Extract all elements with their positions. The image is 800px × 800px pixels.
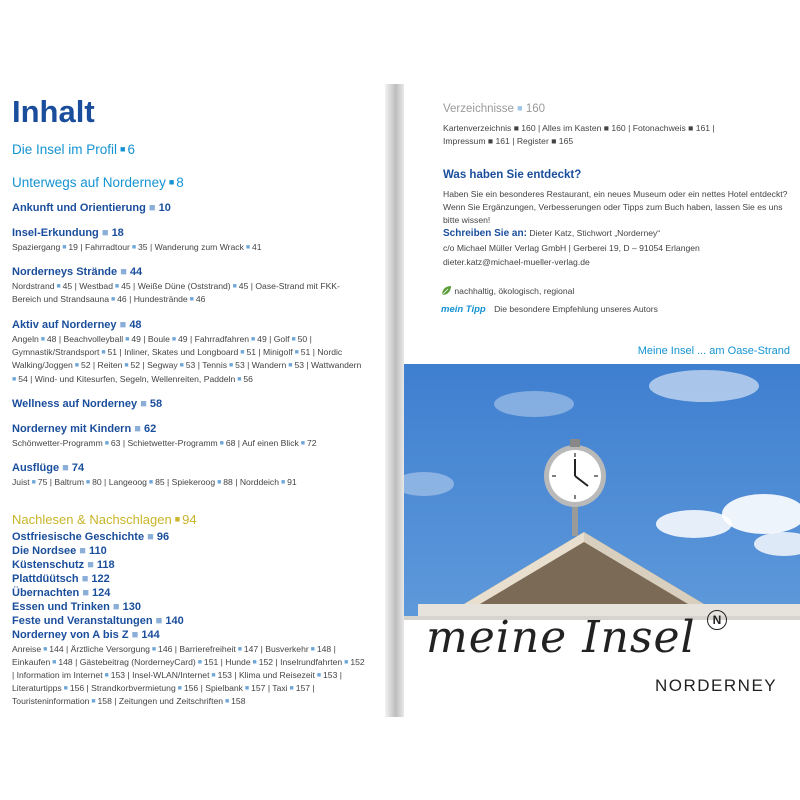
separator: | (310, 683, 315, 693)
subentry-page: 48 (46, 334, 57, 344)
bullet-square: ■ (250, 659, 259, 666)
subentry-label: Wandern (251, 360, 287, 370)
subentry-label: Wind- und Kitesurfen, Segeln, Wellenreiten, Paddeln (34, 374, 236, 384)
separator: | (63, 644, 71, 654)
subentry-page: 52 (130, 360, 141, 370)
subentry-page: 53 (294, 360, 304, 370)
subentry-label: Minigolf (263, 347, 293, 357)
chapter-label: Aktiv auf Norderney (12, 319, 117, 331)
contact-name: Dieter Katz, Stichwort „Norderney“ (529, 228, 661, 238)
bullet-square: ■ (50, 659, 59, 666)
subentry-page: 153 (323, 670, 338, 680)
separator: | (125, 670, 133, 680)
subentry-label: Fahrradfahren (194, 334, 250, 344)
bullet-square: ■ (122, 362, 131, 369)
subentry-page: 45 (238, 281, 249, 291)
separator: | (27, 374, 35, 384)
separator: | (140, 360, 148, 370)
left-page (0, 84, 385, 717)
bullet-square: ■ (195, 659, 204, 666)
bullet-square: ■ (38, 336, 47, 343)
chapter-label: Ausflüge (12, 462, 60, 474)
bullet-square: ■ (243, 244, 253, 251)
subentry-label: Gästebeitrag (NorderneyCard) (79, 657, 196, 667)
subentry-page: 157 (251, 683, 266, 693)
bullet-square: ■ (99, 349, 108, 356)
bullet-square: ■ (286, 362, 295, 369)
chapter-label: Ankunft und Orientierung (12, 202, 146, 214)
legend-tipp-label: Die besondere Empfehlung unseres Autors (494, 304, 658, 314)
subentry-label: Einkaufen (12, 657, 51, 667)
subentry-page: 165 (558, 136, 574, 146)
subentry-label: Spaziergang (12, 242, 61, 252)
subentry-page: 50 (297, 334, 308, 344)
subentry-label: Baltrum (54, 477, 84, 487)
feedback-contact (443, 227, 793, 240)
subentry-label: Register (516, 136, 549, 146)
chapter-page: 44 (129, 266, 143, 278)
bullet-square: ■ (223, 698, 232, 705)
chapter-label: Plattdüütsch (12, 573, 79, 585)
chapter-label: Übernachten (12, 587, 80, 599)
toc-subentries-az (12, 643, 367, 708)
bullet-square: ■ (215, 479, 224, 486)
bullet-square: ■ (279, 479, 288, 486)
bullet-square: ■ (61, 685, 70, 692)
subentry-page: 156 (183, 683, 199, 693)
subentry-page: 49 (131, 334, 141, 344)
legend-tipp (441, 303, 658, 316)
bullet-square: ■ (12, 376, 19, 383)
chapter-page: 10 (158, 202, 171, 214)
chapter-label: Die Nordsee (12, 545, 77, 557)
subentry-page: 85 (155, 477, 165, 487)
feedback-text: Haben Sie ein besonderes Restaurant, ein neues Museum oder ein nettes Hotel entdeckt? Wenn Sie Ergänzungen, Verbesserungen oder Tipps zum Buch haben, lassen Sie es uns bitte wissen! (443, 189, 788, 225)
separator: | (164, 477, 172, 487)
toc-chapter-ausfluege: Ausflüge ■ 74 (12, 462, 85, 474)
photo-illustration (404, 364, 800, 717)
subentry-page: 49 (178, 334, 188, 344)
section-label: Die Insel im Profil (12, 142, 118, 157)
subentry-page: 151 (203, 657, 219, 667)
subentry-label: Ärztliche Versorgung (70, 644, 150, 654)
bullet-square: ■ (314, 672, 324, 679)
separator: | (117, 347, 125, 357)
legend-sustainable (441, 285, 574, 298)
bullet-square: ■ (129, 244, 138, 251)
photo-caption: Meine Insel ... am Oase-Strand (637, 345, 790, 357)
separator: | (310, 347, 318, 357)
separator: | (248, 281, 256, 291)
separator: | (77, 242, 85, 252)
chapter-label: Insel-Erkundung (12, 227, 99, 239)
oase-strand-photo (404, 364, 800, 717)
toc-chapter-wellness: Wellness auf Norderney ■ 58 (12, 398, 163, 410)
chapter-page: 96 (156, 531, 170, 543)
bullet-square: ■ (54, 283, 63, 290)
subentry-page: 46 (117, 294, 127, 304)
bullet-square: ■ (102, 672, 111, 679)
subentry-label: Schönwetter-Programm (12, 438, 103, 448)
subentry-page: 157 (295, 683, 311, 693)
subentry-page: 88 (223, 477, 233, 487)
bullet-square: ■ (342, 659, 351, 666)
subentry-label: Barrierefreiheit (179, 644, 236, 654)
bullet-square: ■ (292, 349, 301, 356)
mein-tipp-logo: mein Tipp (441, 304, 486, 315)
chapter-label: Norderneys Strände (12, 266, 118, 278)
bullet-square: ■ (169, 336, 178, 343)
toc-chapter-aktiv: Aktiv auf Norderney ■ 48 (12, 319, 142, 331)
subentry-page: 158 (97, 696, 112, 706)
section-page: 160 (525, 103, 545, 115)
separator: | (304, 360, 312, 370)
separator: | (337, 670, 342, 680)
bullet-square: ■ (287, 685, 296, 692)
bullet-square: ■ (112, 283, 122, 290)
separator: | (172, 644, 180, 654)
chapter-page: 18 (111, 227, 124, 239)
separator: | (120, 438, 128, 448)
separator: | (56, 334, 64, 344)
separator: | (101, 477, 109, 487)
separator: | (235, 438, 242, 448)
toc-subentries-straende (12, 280, 367, 306)
subentry-page: 152 (258, 657, 274, 667)
chapter-page: 124 (92, 587, 111, 599)
subentry-label: Insel-WLAN/Internet (132, 670, 210, 680)
subentry-label: Fotonachweis (632, 123, 686, 133)
bullet-square: ■ (146, 479, 156, 486)
chapter-label: Norderney mit Kindern (12, 423, 132, 435)
toc-chapter-ankunft: Ankunft und Orientierung ■ 10 (12, 202, 171, 214)
chapter-label: Ostfriesische Geschichte (12, 531, 145, 543)
separator: | (72, 657, 80, 667)
separator: | (187, 334, 195, 344)
bullet-square: ■ (227, 362, 236, 369)
subentry-page: 161 (495, 136, 510, 146)
bullet-square: ■ (83, 479, 93, 486)
sign-trademark: N (707, 610, 727, 630)
subentry-label: Klima und Reisezeit (238, 670, 315, 680)
contact-label: Schreiben Sie an: (443, 228, 527, 239)
subentry-label: Reiten (97, 360, 123, 370)
bullet-square: ■ (685, 123, 696, 133)
toc-chapter-az: Norderney von A bis Z ■ 144 (12, 629, 160, 641)
subentry-page: 51 (246, 347, 256, 357)
subentry-page: 51 (107, 347, 118, 357)
subentry-label: Taxi (272, 683, 288, 693)
subentry-label: Touristeninformation (12, 696, 90, 706)
contact-email[interactable]: dieter.katz@michael-mueller-verlag.de (443, 257, 590, 267)
subentry-page: 148 (316, 644, 332, 654)
bullet-square: ■ (485, 136, 496, 146)
book-gutter (385, 84, 404, 717)
subentry-label: Hundestrände (133, 294, 188, 304)
subentry-page: 148 (58, 657, 73, 667)
section-label: Verzeichnisse (443, 103, 514, 115)
subentry-page: 41 (252, 242, 262, 252)
subentry-label: Angeln (12, 334, 39, 344)
separator: | (265, 683, 273, 693)
subentry-page: 80 (92, 477, 102, 487)
subentry-label: Busverkehr (265, 644, 309, 654)
subentry-label: Juist (12, 477, 30, 487)
subentry-label: Anreise (12, 644, 42, 654)
section-label: Unterwegs auf Norderney (12, 175, 166, 190)
separator: | (72, 281, 80, 291)
sign-name: NORDERNEY (655, 676, 778, 695)
subentry-label: Impressum (443, 136, 486, 146)
subentry-page: 152 (350, 657, 365, 667)
section-label: Nachlesen & Nachschlagen (12, 512, 172, 527)
subentry-label: Alles im Kasten (542, 123, 602, 133)
right-page (404, 84, 800, 717)
bullet-square: ■ (601, 123, 612, 133)
chapter-label: Feste und Veranstaltungen (12, 615, 153, 627)
subentry-label: Schietwetter-Programm (127, 438, 218, 448)
bullet-square: ■ (175, 685, 184, 692)
toc-subentries-ausfluege (12, 476, 367, 489)
subentry-page: 53 (235, 360, 245, 370)
subentry-label: Spielbank (205, 683, 243, 693)
subentry-page: 72 (306, 438, 317, 448)
contact-address: c/o Michael Müller Verlag GmbH | Gerberei 19, D – 91054 Erlangen (443, 243, 700, 253)
subentry-label: Golf (273, 334, 290, 344)
subentry-page: 146 (158, 644, 173, 654)
bullet-square: ■ (149, 646, 159, 653)
subentry-page: 19 (68, 242, 78, 252)
bullet-square: ■ (209, 672, 218, 679)
separator: | (147, 242, 155, 252)
separator: | (273, 657, 281, 667)
sign-script: meine Insel (426, 612, 696, 663)
subentry-label: Zeitungen und Zeitschriften (118, 696, 224, 706)
subentry-label: Spiekeroog (171, 477, 216, 487)
subentry-page: 75 (37, 477, 48, 487)
toc-chapter-feste: Feste und Veranstaltungen ■ 140 (12, 615, 184, 627)
bullet-square: ■ (230, 283, 239, 290)
subentry-label: Inselrundfahrten (280, 657, 343, 667)
subentry-label: Tennis (202, 360, 228, 370)
subentry-label: Nordstrand (12, 281, 55, 291)
toc-chapter-platt: Plattdüütsch ■ 122 (12, 573, 110, 585)
toc-section-nachlesen: Nachlesen & Nachschlagen ■ 94 (12, 512, 197, 527)
bullet-square: ■ (60, 244, 69, 251)
toc-subentries-aktiv (12, 333, 367, 386)
toc-subentries-kinder (12, 437, 367, 450)
bullet-square: ■ (235, 646, 244, 653)
bullet-square: ■ (102, 440, 111, 447)
separator: | (47, 477, 55, 487)
separator: | (126, 294, 134, 304)
bullet-square: ■ (72, 362, 81, 369)
subentry-page: 35 (138, 242, 148, 252)
toc-chapter-straende: Norderneys Strände ■ 44 (12, 266, 143, 278)
chapter-label: Norderney von A bis Z (12, 629, 129, 641)
toc-chapter-kuesten: Küstenschutz ■ 118 (12, 559, 115, 571)
section-page: 94 (182, 512, 197, 527)
subentry-page: 45 (121, 281, 131, 291)
separator: | (256, 347, 264, 357)
separator: | (84, 683, 92, 693)
bullet-square: ■ (217, 440, 226, 447)
bullet-square: ■ (123, 336, 132, 343)
separator: | (12, 670, 17, 680)
chapter-page: 144 (141, 629, 160, 641)
chapter-page: 110 (88, 545, 107, 557)
subentry-page: 160 (611, 123, 626, 133)
subentry-label: Nordic Walking/Joggen (12, 347, 343, 370)
subentry-label: Weiße Düne (Oststrand) (137, 281, 231, 291)
subentry-page: 147 (243, 644, 259, 654)
separator: | (331, 644, 336, 654)
toc-chapter-nordsee: Die Nordsee ■ 110 (12, 545, 107, 557)
separator: | (195, 360, 203, 370)
bullet-square: ■ (177, 362, 186, 369)
separator: | (307, 334, 312, 344)
separator: | (198, 683, 206, 693)
toc-section-profil: Die Insel im Profil ■ 6 (12, 142, 135, 157)
separator: | (258, 644, 266, 654)
bullet-square: ■ (289, 336, 298, 343)
bullet-square: ■ (249, 336, 258, 343)
subentry-page: 156 (69, 683, 85, 693)
subentry-label: Beachvolleyball (63, 334, 124, 344)
subentry-page: 51 (300, 347, 311, 357)
chapter-page: 130 (122, 601, 141, 613)
toc-chapter-erkundung: Insel-Erkundung ■ 18 (12, 227, 124, 239)
toc-subentries-erkundung (12, 241, 367, 254)
section-page: 8 (176, 175, 184, 190)
subentry-page: 160 (521, 123, 536, 133)
separator: | (266, 334, 274, 344)
subentry-label: Boule (147, 334, 170, 344)
bullet-square: ■ (308, 646, 317, 653)
separator: | (509, 136, 517, 146)
separator: | (140, 334, 148, 344)
separator: | (130, 281, 138, 291)
chapter-page: 48 (129, 319, 142, 331)
toc-section-unterwegs: Unterwegs auf Norderney ■ 8 (12, 175, 184, 190)
bullet-square: ■ (238, 349, 247, 356)
separator: | (535, 123, 543, 133)
subentry-label: Information im Internet (16, 670, 103, 680)
bullet-square: ■ (511, 123, 522, 133)
subentry-page: 49 (257, 334, 267, 344)
subentry-label: Auf einen Blick (241, 438, 299, 448)
subentry-label: Wanderung zum Wrack (154, 242, 244, 252)
subentry-label: Segway (147, 360, 178, 370)
bullet-square: ■ (298, 440, 307, 447)
chapter-page: 140 (165, 615, 184, 627)
subentry-label: Wattwandern (311, 360, 362, 370)
chapter-page: 122 (91, 573, 110, 585)
chapter-page: 58 (149, 398, 163, 410)
subentry-label: Strandkorbvermietung (91, 683, 176, 693)
toc-chapter-uebernachten: Übernachten ■ 124 (12, 587, 111, 599)
separator: | (710, 123, 715, 133)
chapter-page: 74 (71, 462, 85, 474)
subentry-label: Westbad (79, 281, 113, 291)
subentry-label: Inliner, Skates und Longboard (124, 347, 239, 357)
separator: | (625, 123, 633, 133)
leaf-icon (441, 285, 452, 296)
chapter-page: 62 (143, 423, 157, 435)
subentry-page: 54 (18, 374, 28, 384)
section-page: 6 (127, 142, 135, 157)
toc-chapter-kinder: Norderney mit Kindern ■ 62 (12, 423, 157, 435)
subentry-label: Fahrradtour (84, 242, 130, 252)
chapter-label: Wellness auf Norderney (12, 398, 138, 410)
bullet-square: ■ (89, 698, 98, 705)
separator: | (231, 670, 239, 680)
subentry-label: Norddeich (239, 477, 279, 487)
toc-chapter-ostfriesische: Ostfriesische Geschichte ■ 96 (12, 531, 170, 543)
chapter-label: Essen und Trinken (12, 601, 110, 613)
bullet-square: ■ (235, 376, 244, 383)
separator: | (232, 477, 240, 487)
subentry-page: 45 (62, 281, 73, 291)
subentry-page: 46 (195, 294, 206, 304)
subentry-label: Gymnastik/Strandsport (12, 347, 100, 357)
subentry-label: Literaturtipps (12, 683, 62, 693)
toc-subentries-verzeichnisse (443, 122, 743, 148)
toc-chapter-essen: Essen und Trinken ■ 130 (12, 601, 141, 613)
subentry-label: Hunde (225, 657, 251, 667)
separator: | (244, 360, 252, 370)
subentry-label: Oase-Strand mit FKK-Bereich und Strandsauna (12, 281, 340, 304)
legend-sustainable-label: nachhaltig, ökologisch, regional (454, 286, 575, 296)
subentry-page: 53 (185, 360, 196, 370)
subentry-page: 153 (110, 670, 126, 680)
toc-title: Inhalt (12, 94, 95, 129)
separator: | (111, 696, 119, 706)
separator: | (90, 360, 98, 370)
chapter-label: Küstenschutz (12, 559, 85, 571)
bullet-square: ■ (109, 296, 118, 303)
feedback-title: Was haben Sie entdeckt? (443, 169, 582, 181)
subentry-page: 52 (80, 360, 91, 370)
bullet-square: ■ (548, 136, 559, 146)
subentry-page: 158 (231, 696, 246, 706)
subentry-page: 153 (217, 670, 232, 680)
chapter-page: 118 (96, 559, 115, 571)
separator: | (218, 657, 226, 667)
subentry-label: Langeoog (108, 477, 147, 487)
bullet-square: ■ (29, 479, 38, 486)
subentry-label: Kartenverzeichnis (443, 123, 512, 133)
subentry-page: 56 (243, 374, 253, 384)
bullet-square: ■ (41, 646, 50, 653)
bullet-square: ■ (242, 685, 252, 692)
subentry-page: 63 (110, 438, 121, 448)
subentry-page: 161 (695, 123, 711, 133)
subentry-page: 144 (49, 644, 64, 654)
bullet-square: ■ (187, 296, 196, 303)
toc-section-verzeichnisse: Verzeichnisse ■ 160 (443, 103, 545, 115)
subentry-page: 91 (287, 477, 297, 487)
subentry-page: 68 (225, 438, 236, 448)
